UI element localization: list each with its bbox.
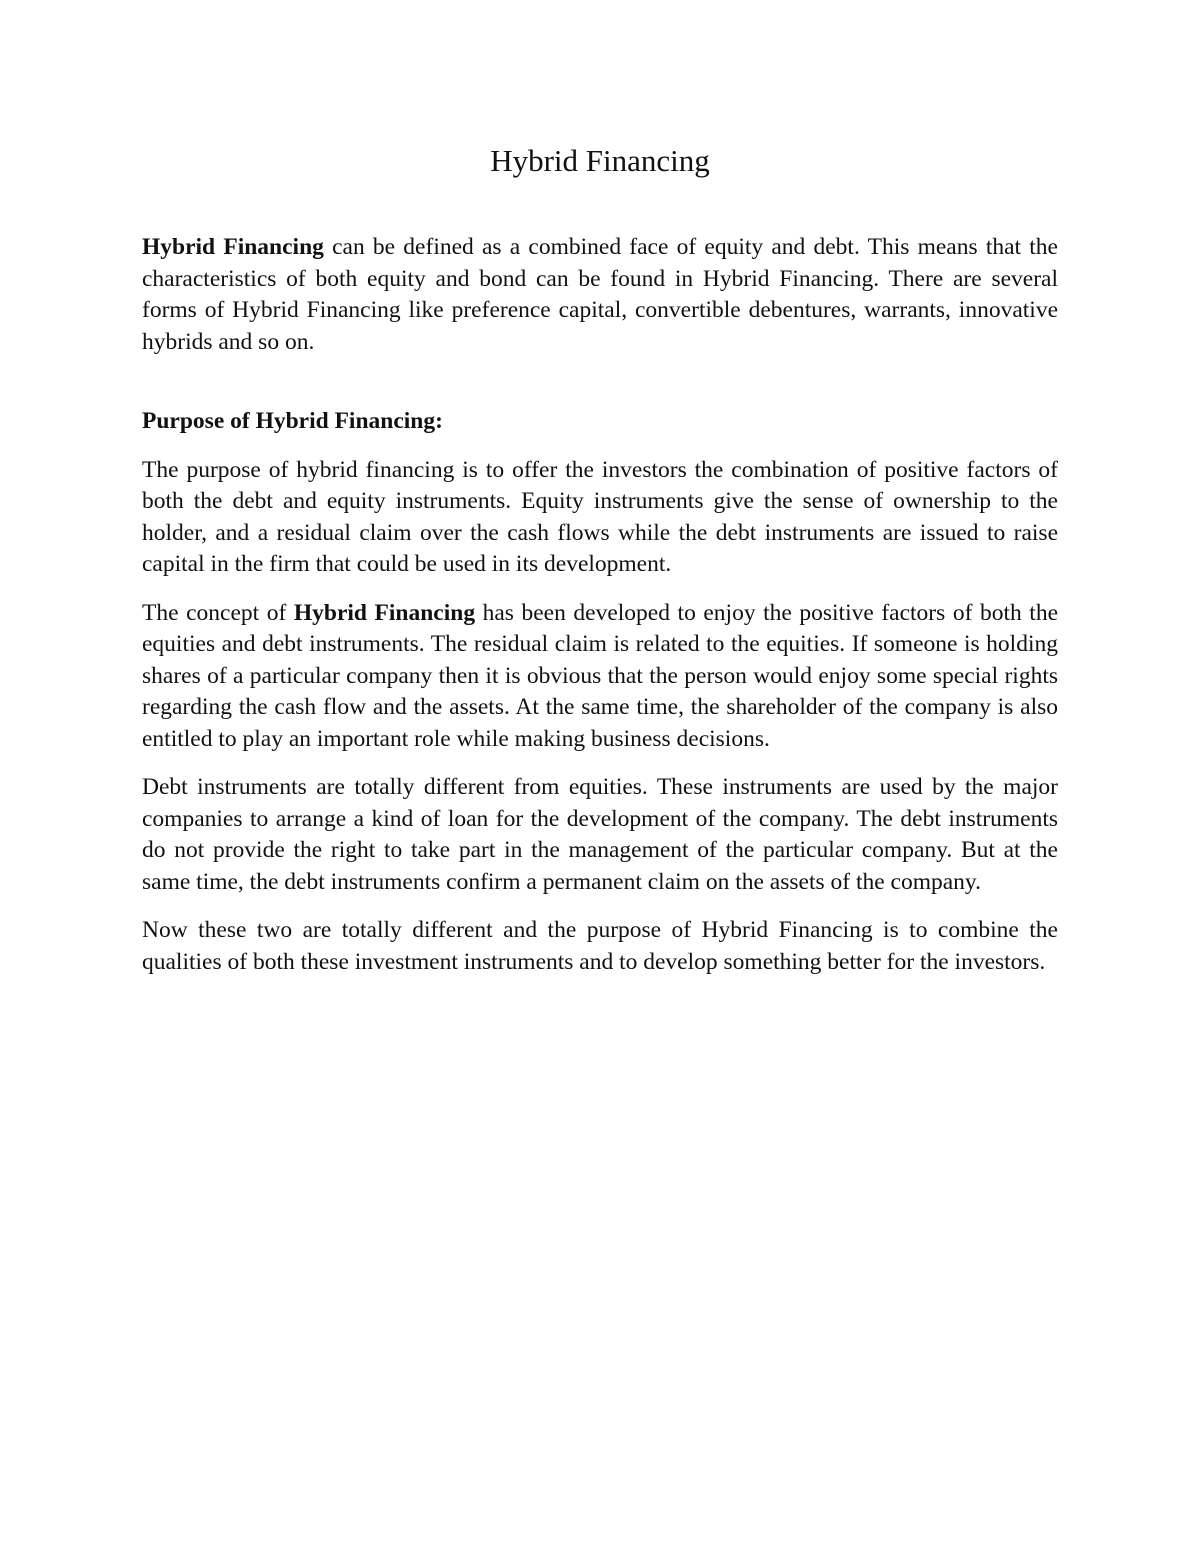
concept-bold-term: Hybrid Financing bbox=[293, 599, 476, 626]
purpose-paragraph: The purpose of hybrid financing is to offer the investors the combination of positive factors of both the debt and equity instruments. Equity instruments give the sense of ownership to the holder, and a residual claim over the cash flows while the debt instruments are issued to raise capital in the firm that could be used in its development. bbox=[142, 456, 1058, 577]
intro-text: can be defined as a combined face of equity and debt. This means that the characteristics of both equity and bond can be found in Hybrid Financing. There are several forms of Hybrid Financing like preference capital, convertible debentures, warrants, innovative hybrids and so on. bbox=[142, 234, 1058, 355]
intro-paragraph bbox=[142, 232, 1058, 358]
concept-text-after: has been developed to enjoy the positive factors of both the equities and debt instruments. The residual claim is related to the equities. If someone is holding shares of a particular company then it is obvious that the person would enjoy some special rights regarding the cash flow and the assets. At the same time, the shareholder of the company is also entitled to play an important role while making business decisions. bbox=[142, 599, 1058, 752]
intro-lead-term: Hybrid Financing bbox=[142, 234, 324, 260]
section-heading: Purpose of Hybrid Financing: bbox=[142, 408, 443, 434]
debt-paragraph: Debt instruments are totally different from equities. These instruments are used by the major companies to arrange a kind of loan for the development of the company. The debt instruments do not provide the right to take part in the management of the particular company. But at the same time, the debt instruments confirm a permanent claim on the assets of the company. bbox=[142, 774, 1058, 895]
concept-paragraph bbox=[142, 598, 1058, 756]
conclusion-paragraph: Now these two are totally different and the purpose of Hybrid Financing is to combine the qualities of both these investment instruments and to develop something better for the investors. bbox=[142, 917, 1058, 975]
concept-text-before: The concept of bbox=[142, 599, 294, 626]
document-title: Hybrid Financing bbox=[490, 143, 710, 178]
document-body bbox=[142, 140, 1058, 995]
